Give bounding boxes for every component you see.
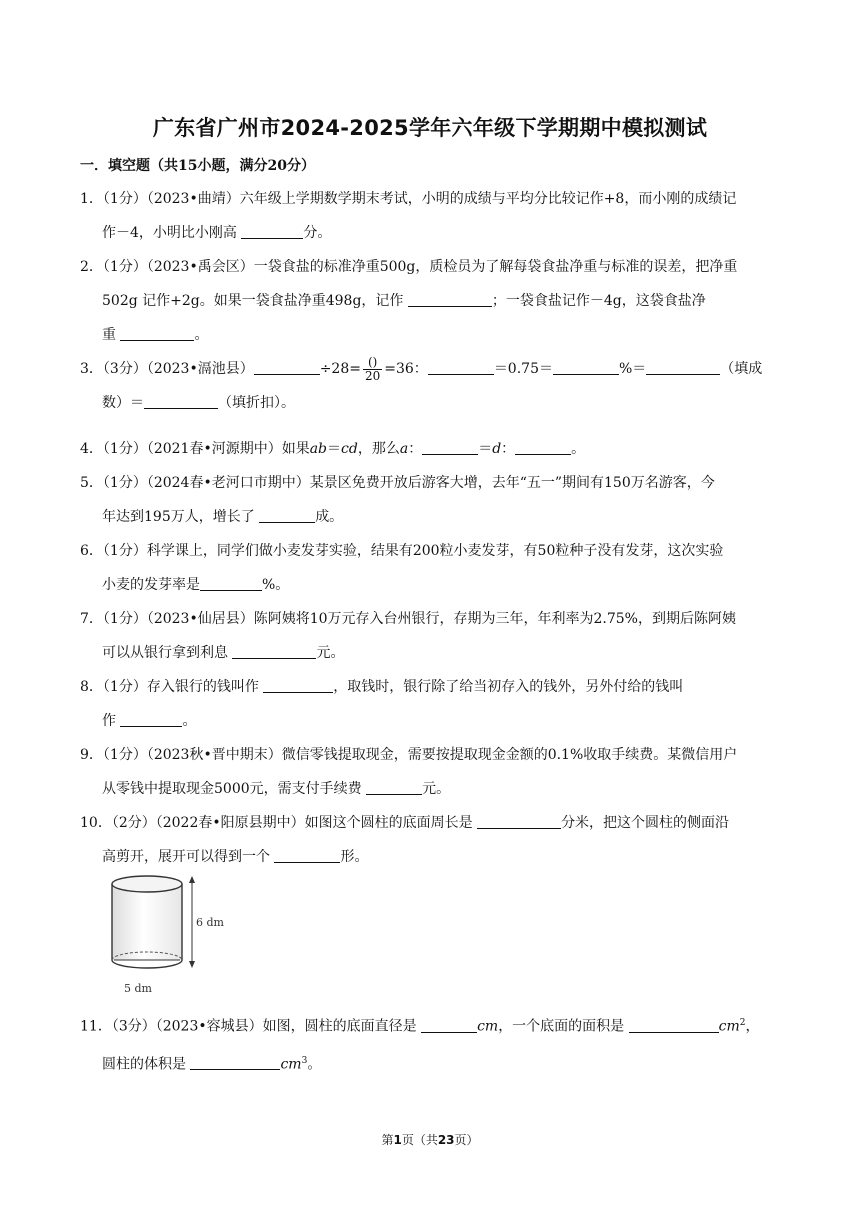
q1-line1: 1．（1分）（2023•曲靖）六年级上学期数学期末考试，小明的成绩与平均分比较记作+8，而小刚的成绩记 (80, 191, 737, 207)
answer-blank[interactable] (241, 224, 303, 239)
answer-blank[interactable] (200, 576, 262, 591)
q4-line1: 4．（1分）（2021春•河源期中）如果ab＝cd，那么a： ＝d： 。 (80, 441, 586, 457)
q6-line1: 6．（1分）科学课上，同学们做小麦发芽实验，结果有200粒小麦发芽，有50粒种子没有发芽，这次实验 (80, 543, 724, 559)
q2-line3: 重 。 (102, 327, 209, 343)
q10-line1: 10．（2分）（2022春•阳原县期中）如图这个圆柱的底面周长是 分米，把这个圆柱的侧面沿 (80, 815, 730, 831)
question-3 (80, 352, 780, 420)
page-title: 广东省广州市2024-2025学年六年级下学期期中模拟测试 (152, 116, 708, 140)
diameter-label: 5 dm (124, 982, 152, 995)
q6-line2: 小麦的发芽率是 %。 (102, 577, 290, 593)
page-footer: 第1页（共23页） (381, 1133, 479, 1147)
question-6 (80, 534, 780, 602)
q5-line2: 年达到195万人，增长了 成。 (102, 509, 344, 525)
question-2 (80, 250, 780, 352)
section-heading: 一．填空题（共15小题，满分20分） (80, 158, 315, 174)
question-8 (80, 670, 780, 738)
question-5 (80, 466, 780, 534)
answer-blank[interactable] (232, 644, 316, 659)
answer-blank[interactable] (274, 848, 340, 863)
answer-blank[interactable] (144, 394, 218, 409)
answer-blank[interactable] (422, 440, 478, 455)
q3-line1: 3．（3分）（2023•滆池县） ÷28= $\frac{()}{20}$ =36： ＝0.75＝ %＝ （填成 (80, 354, 763, 383)
q7-line2: 可以从银行拿到利息 元。 (102, 645, 345, 661)
cylinder-body (112, 884, 182, 960)
answer-blank[interactable] (629, 1018, 719, 1033)
answer-blank[interactable] (553, 360, 619, 375)
q7-line1: 7．（1分）（2023•仙居县）陈阿姨将10万元存入台州银行，存期为三年，年利率为2.75%，到期后陈阿姨 (80, 611, 736, 627)
answer-blank[interactable] (646, 360, 720, 375)
height-arrow-head-top (189, 876, 195, 883)
cylinder-bottom-front (112, 960, 182, 968)
answer-blank[interactable] (421, 1018, 477, 1033)
answer-blank[interactable] (120, 326, 194, 341)
answer-blank[interactable] (254, 360, 320, 375)
cylinder-figure (102, 870, 232, 1000)
q1-line2: 作－4，小明比小刚高 分。 (102, 225, 332, 241)
question-1 (80, 182, 780, 250)
answer-blank[interactable] (515, 440, 571, 455)
answer-blank[interactable] (366, 780, 422, 795)
answer-blank[interactable] (263, 678, 333, 693)
question-4 (80, 432, 780, 466)
page-number: 1 (393, 1133, 402, 1147)
q10-line2: 高剪开，展开可以得到一个 形。 (102, 849, 369, 865)
q2-line1: 2．（1分）（2023•禹会区）一袋食盐的标准净重500g，质检员为了解每袋食盐净重与标准的误差，把净重 (80, 259, 738, 275)
question-11 (80, 1006, 780, 1081)
question-10 (80, 806, 780, 874)
q8-line1: 8．（1分）存入银行的钱叫作 ，取钱时，银行除了给当初存入的钱外，另外付给的钱叫 (80, 679, 684, 695)
answer-blank[interactable] (428, 360, 494, 375)
fraction: $\frac{()}{20}$ (364, 354, 381, 383)
q9-line1: 9．（1分）（2023秋•晋中期末）微信零钱提取现金，需要按提取现金金额的0.1%收取手续费。某微信用户 (80, 747, 738, 763)
answer-blank[interactable] (408, 292, 492, 307)
question-7 (80, 602, 780, 670)
total-pages: 23 (437, 1133, 455, 1147)
answer-blank[interactable] (259, 508, 315, 523)
answer-blank[interactable] (477, 814, 561, 829)
height-label: 6 dm (196, 916, 224, 929)
answer-blank[interactable] (120, 712, 182, 727)
height-arrow-head-bottom (189, 961, 195, 968)
q9-line2: 从零钱中提取现金5000元，需支付手续费 元。 (102, 781, 451, 797)
q8-line2: 作 。 (102, 713, 197, 729)
cylinder-top-ellipse (112, 876, 182, 892)
question-9 (80, 738, 780, 806)
q11-line1: 11．（3分）（2023•容城县）如图，圆柱的底面直径是 cm，一个底面的面积是 $cm^2$， (80, 1018, 760, 1035)
q3-line2: 数）＝ （填折扣）。 (102, 395, 295, 411)
q2-line2: 502g 记作+2g。如果一袋食盐净重498g，记作 ；一袋食盐记作－4g，这袋食盐净 (102, 293, 706, 309)
answer-blank[interactable] (190, 1055, 280, 1070)
q5-line1: 5．（1分）（2024春•老河口市期中）某景区免费开放后游客大增，去年“五一”期间有150万名游客，今 (80, 475, 715, 491)
q11-line2: 圆柱的体积是 $cm^3$。 (102, 1055, 322, 1073)
